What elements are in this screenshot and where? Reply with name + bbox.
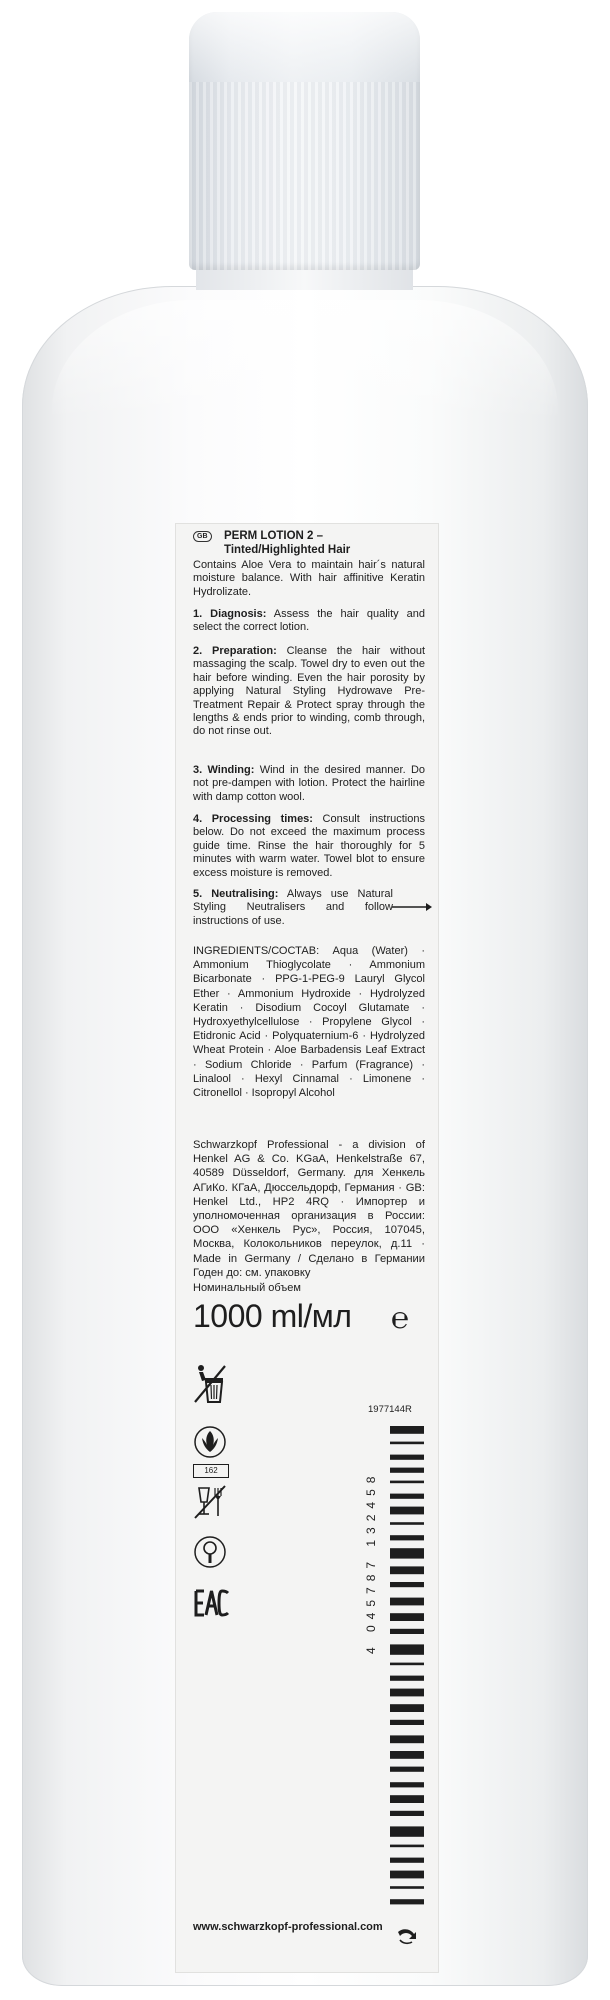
barcode-bar <box>390 1582 424 1587</box>
step-diagnosis <box>193 608 425 635</box>
barcode-bar <box>390 1826 424 1836</box>
barcode-bar <box>390 1795 424 1803</box>
ingredients-list: INGREDIENTS/СОСТАВ: Aqua (Water) · Ammonium Thioglycolate · Ammonium Bicarbonate · PPG-1-PEG-9 Lauryl Glycol Ether · Ammonium Hydroxide · Hydrolyzed Keratin · Disodium Cocoyl Glutamate · Hydroxyethylcellulose · Propylene Glycol · Etidronic Acid · Polyquaternium-6 · Hydrolyzed Wheat Protein · Aloe Barbadensis Leaf Extract · Sodium Chloride · Parfum (Fragrance) · Linalool · Hexyl Cinnamal · Limonene · Citronellol · Isopropyl Alcohol <box>193 945 425 1100</box>
barcode-bar <box>390 1871 424 1879</box>
step-text: Always use Natural Styling Neutralisers and follow instructions of use. <box>193 888 393 927</box>
step-heading: 5. Neutralising: <box>193 888 279 900</box>
product-code: 1977144R <box>368 1404 412 1415</box>
hand-mirror-icon <box>193 1534 227 1570</box>
nominal-volume-label: Номинальный объем <box>193 1282 301 1294</box>
intro-text: Contains Aloe Vera to maintain hair´s natural moisture balance. With hair affinitive Keratin Hydrolizate. <box>193 559 425 598</box>
cap-top <box>189 12 420 82</box>
step-preparation <box>193 645 425 739</box>
step-heading: 2. Preparation: <box>193 645 277 657</box>
step-heading: 1. Diagnosis: <box>193 608 267 620</box>
barcode-bar <box>390 1494 424 1499</box>
country-code-badge: GB <box>193 531 212 542</box>
cap-ridges <box>189 82 420 270</box>
barcode-bar <box>390 1858 424 1863</box>
barcode-bar <box>390 1455 424 1460</box>
barcode-bar <box>390 1689 424 1697</box>
barcode-bar <box>390 1720 424 1725</box>
barcode-bar <box>390 1735 424 1743</box>
volume-value: 1000 ml/мл <box>193 1298 352 1334</box>
pictogram-number: 162 <box>193 1464 229 1478</box>
step-text: Assess the hair quality and select the correct lotion. <box>193 608 425 634</box>
step-heading: 4. Processing times: <box>193 813 313 825</box>
website-url: www.schwarzkopf-professional.com <box>193 1921 383 1933</box>
barcode-bar <box>390 1751 424 1759</box>
barcode-bar <box>390 1522 424 1525</box>
barcode-bar <box>390 1704 424 1712</box>
barcode-bar <box>390 1886 424 1889</box>
barcode-bar <box>390 1507 424 1515</box>
eac-mark-icon <box>193 1588 231 1618</box>
bottle-shoulder-highlight <box>52 300 558 420</box>
step-heading: 3. Winding: <box>193 764 255 776</box>
barcode-bar <box>390 1613 424 1621</box>
barcode-bar <box>390 1598 424 1606</box>
glass-fork-icon <box>193 1484 227 1520</box>
product-title: PERM LOTION 2 – Tinted/Highlighted Hair <box>224 530 351 556</box>
trash-bin-person-icon <box>193 1364 227 1404</box>
recycle-arrow-icon <box>394 1926 420 1948</box>
barcode-bar <box>390 1426 424 1434</box>
back-label <box>176 524 438 1972</box>
barcode-bar <box>390 1481 424 1484</box>
step-processing-times <box>193 813 425 880</box>
bottle-cap <box>189 12 420 270</box>
barcode-bar <box>390 1442 424 1445</box>
barcode-bar <box>390 1845 424 1848</box>
bottle-neck <box>196 268 413 290</box>
barcode-bar <box>390 1767 424 1772</box>
barcode-bar <box>390 1644 424 1654</box>
barcode-bar <box>390 1782 424 1787</box>
step-neutralising <box>193 888 393 928</box>
barcode-bar <box>390 1566 424 1574</box>
step-winding <box>193 764 425 804</box>
barcode-bar <box>390 1535 424 1540</box>
step-text: Wind in the desired manner. Do not pre-dampen with lotion. Protect the hairline with damp cotton wool. <box>193 764 426 803</box>
barcode-bar <box>390 1548 424 1558</box>
barcode-bar <box>390 1663 424 1666</box>
flower-symbol-icon <box>193 1424 227 1460</box>
barcode-bar <box>390 1899 424 1904</box>
estimated-sign-icon: ℮ <box>391 1301 410 1336</box>
step-text: Consult instructions below. Do not exceed the maximum process guide time. Rinse the hair thoroughly for 5 minutes with warm water. Towel blot to ensure excess moisture is removed. <box>193 813 425 879</box>
barcode-bar <box>390 1468 424 1473</box>
barcode-bar <box>390 1676 424 1681</box>
company-info: Schwarzkopf Professional - a division of Henkel AG & Co. KGaA, Henkelstraße 67, 40589 Düsseldorf, Germany. для Хенкель АГиКо. КГаА, Дюссельдорф, Германия · GB: Henkel Ltd., HP2 4RQ · Импортер и уполномоченная организация в России: ООО «Хенкель Рус», Россия, 107045, Москва, Колокольников переулок, д.11 · Made in Germany / Сделано в Германии Годен до: см. упаковку <box>193 1139 425 1279</box>
barcode-bar <box>390 1629 424 1634</box>
barcode-digits: 4 045787 132458 <box>364 1470 378 1654</box>
barcode-bar <box>390 1811 424 1816</box>
arrow-right-icon <box>392 902 432 912</box>
step-text: Cleanse the hair without massaging the scalp. Towel dry to even out the hair before winding. Even the hair porosity by applying Natural Styling Hydrowave Pre-Treatment Repair & Protect spray through the lengths & ends prior to winding, comb through, do not rinse out. <box>193 645 425 738</box>
barcode <box>376 1420 428 1910</box>
